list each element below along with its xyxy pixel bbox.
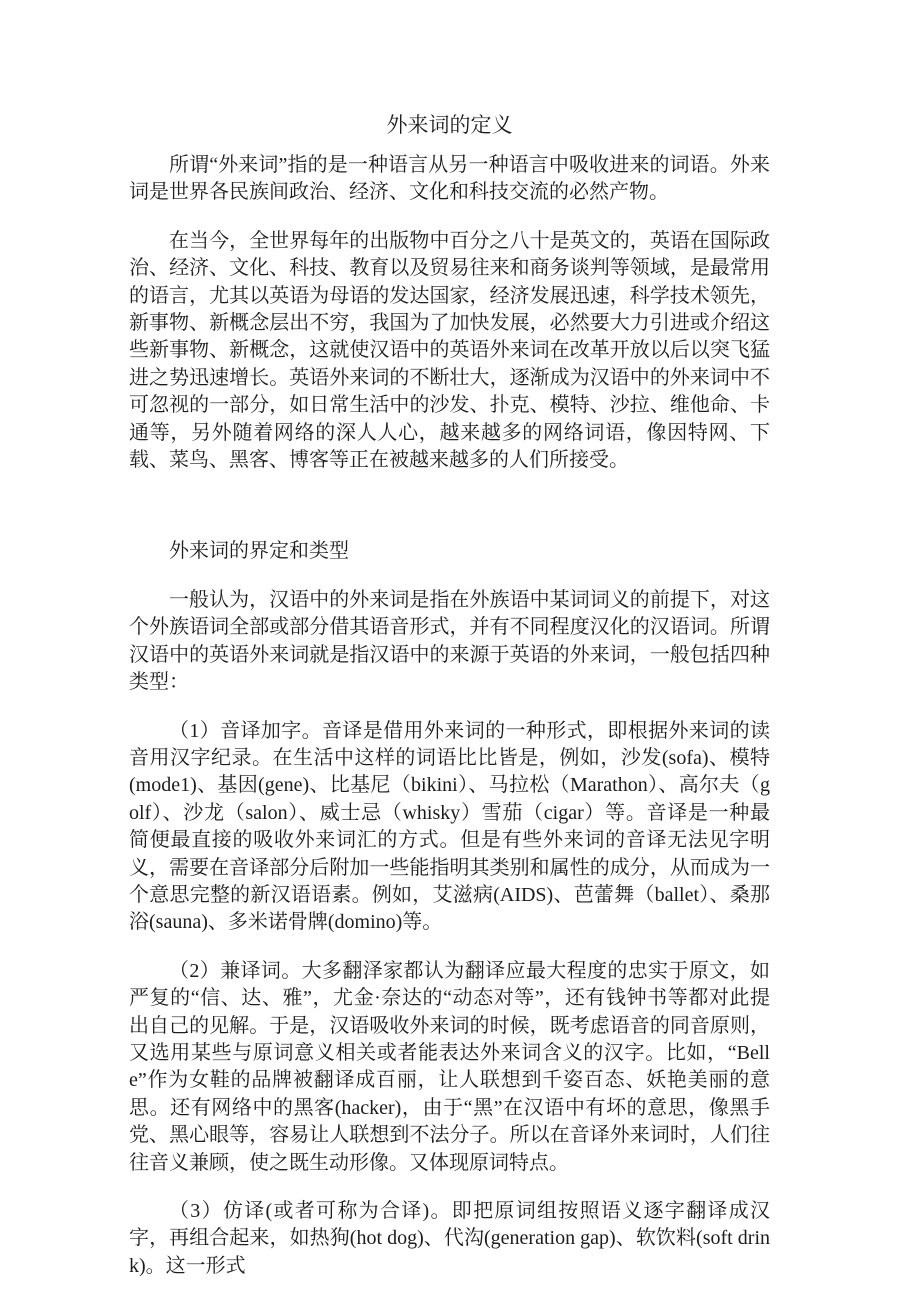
section-paragraph-type2-combined-translation: （2）兼译词。大多翻泽家都认为翻译应最大程度的忠实于原文，如严复的“信、达、雅”，尤金·奈达的“动态对等”，还有钱钟书等都对此提出自己的见解。于是，汉语吸收外来词的时候，既考虑语音的同音原则，又选用某些与原词意义相关或者能表达外来词含义的汉字。比如，“Belle”作为女鞋的品牌被翻译成百丽，让人联想到千姿百态、妖艳美丽的意思。还有网络中的黑客(hacker)，由于“黑”在汉语中有坏的意思，像黑手党、黑心眼等，容易让人联想到不法分子。所以在音译外来词时，人们往往音义兼顾，使之既生动形像。又体现原词特点。 [129, 959, 770, 1174]
section-paragraph-definition: 一般认为，汉语中的外来词是指在外族语中某词词义的前提下，对这个外族语词全部或部分借其语音形式，并有不同程度汉化的汉语词。所谓汉语中的英语外来词就是指汉语中的来源于英语的外来词，一般包括四种类型： [129, 588, 770, 694]
section-paragraph-type1-transliteration: （1）音译加字。音译是借用外来词的一种形式，即根据外来词的读音用汉字纪录。在生活中这样的词语比比皆是，例如，沙发(sofa)、模特(mode1)、基因(gene)、比基尼（bikini）、马拉松（Marathon）、高尔夫（golf）、沙龙（salon）、威士忌（whisky）雪茄（cigar）等。音译是一种最简便最直接的吸收外来词汇的方式。但是有些外来词的音译无法见字明义，需要在音译部分后附加一些能指明其类别和属性的成分，从而成为一个意思完整的新汉语语素。例如，艾滋病(AIDS)、芭蕾舞（ballet）、桑那浴(sauna)、多米诺骨牌(domino)等。 [129, 719, 770, 934]
intro-paragraph-2: 在当今，全世界每年的出版物中百分之八十是英文的，英语在国际政治、经济、文化、科技、教育以及贸易往来和商务谈判等领域，是最常用的语言，尤其以英语为母语的发达国家，经济发展迅速，科学技术领先，新事物、新概念层出不穷，我国为了加快发展，必然要大力引进或介绍这些新事物、新概念，这就使汉语中的英语外来词在改革开放以后以突飞猛进之势迅速增长。英语外来词的不断壮大，逐渐成为汉语中的外来词中不可忽视的一部分，如日常生活中的沙发、扑克、模特、沙拉、维他命、卡通等，另外随着网络的深人人心，越来越多的网络词语，像因特网、下载、菜鸟、黑客、博客等正在被越来越多的人们所接受。 [129, 229, 770, 472]
section-heading: 外来词的界定和类型 [169, 540, 349, 563]
document-title: 外来词的定义 [386, 113, 513, 137]
section-paragraph-type3-calque: （3）仿译(或者可称为合译)。即把原词组按照语义逐字翻译成汉字，再组合起来，如热狗(hot dog)、代沟(generation gap)、软饮料(soft drink)。这一形式 [129, 1200, 770, 1277]
intro-paragraph-1: 所谓“外来词”指的是一种语言从另一种语言中吸收进来的词语。外来词是世界各民族间政治、经济、文化和科技交流的必然产物。 [129, 154, 770, 204]
